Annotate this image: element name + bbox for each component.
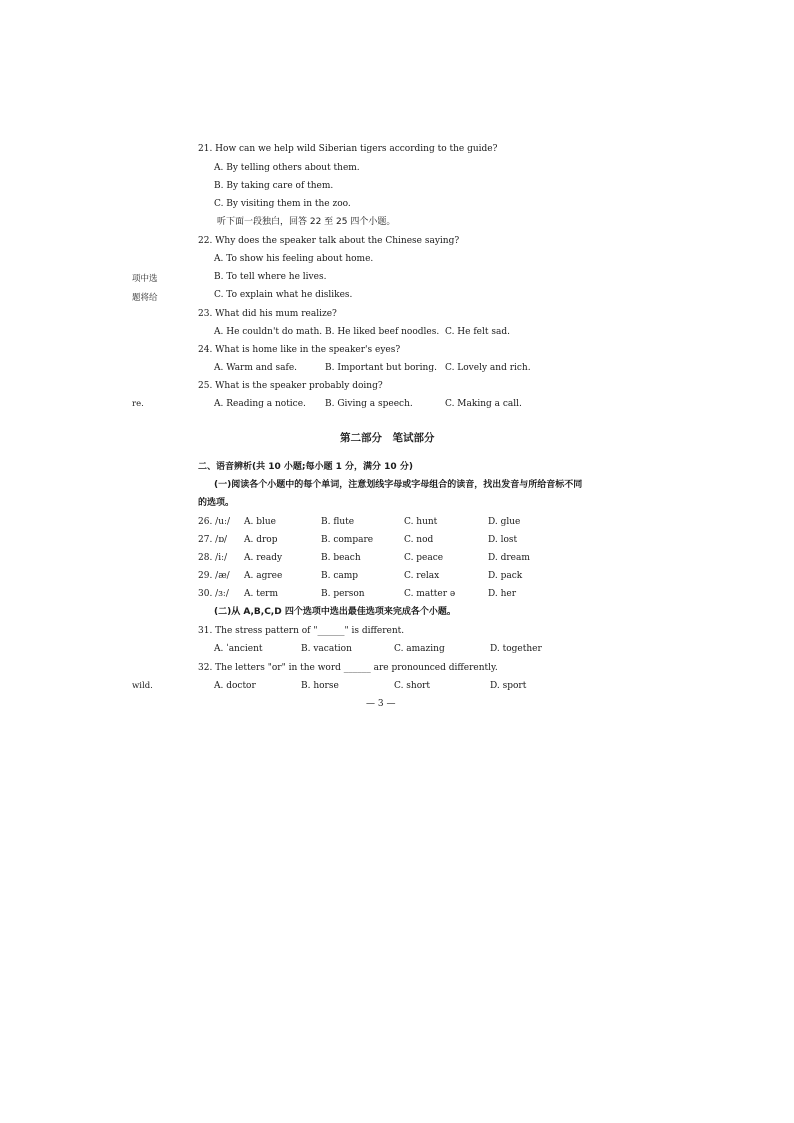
instruction-22-25: 听下面一段独白，回答 22 至 25 四个小题。 — [217, 217, 396, 227]
q26-number: 26. /uː/ — [198, 517, 231, 527]
q30-option-d: D. her — [488, 589, 517, 599]
q28-option-c: C. peace — [404, 553, 444, 563]
q28-number: 28. /iː/ — [198, 553, 228, 563]
sub1-instruction-cont: 的选项。 — [198, 498, 235, 508]
q27-number: 27. /ɒ/ — [198, 535, 227, 545]
part2-title: 第二部分 笔试部分 — [340, 432, 435, 444]
q28-option-b: B. beach — [321, 553, 361, 563]
margin-fragment: re. — [132, 399, 144, 409]
option-24a: A. Warm and safe. — [214, 363, 298, 373]
option-22b: B. To tell where he lives. — [214, 272, 327, 282]
option-31c: C. amazing — [394, 644, 445, 654]
q30-number: 30. /ɜː/ — [198, 589, 229, 599]
option-22a: A. To show his feeling about home. — [214, 254, 374, 264]
q30-option-c: C. matter ə — [404, 589, 456, 599]
q26-option-d: D. glue — [488, 517, 521, 527]
q26-option-a: A. blue — [244, 517, 276, 527]
option-25b: B. Giving a speech. — [325, 399, 413, 409]
margin-fragment: 题将给 — [132, 293, 158, 303]
option-32c: C. short — [394, 681, 431, 691]
question-25: 25. What is the speaker probably doing? — [198, 381, 383, 391]
sub2-instruction: (二)从 A,B,C,D 四个选项中选出最佳选项来完成各个小题。 — [214, 607, 456, 617]
option-23b: B. He liked beef noodles. — [325, 327, 440, 337]
page-number: — 3 — — [366, 699, 396, 709]
q29-option-d: D. pack — [488, 571, 523, 581]
option-32b: B. horse — [301, 681, 339, 691]
option-21c: C. By visiting them in the zoo. — [214, 199, 351, 209]
q28-option-a: A. ready — [244, 553, 283, 563]
q26-option-b: B. flute — [321, 517, 355, 527]
margin-fragment: wild. — [132, 681, 153, 691]
option-31d: D. together — [490, 644, 542, 654]
option-24b: B. Important but boring. — [325, 363, 437, 373]
question-22: 22. Why does the speaker talk about the Chinese saying? — [198, 236, 460, 246]
option-22c: C. To explain what he dislikes. — [214, 290, 353, 300]
option-31b: B. vacation — [301, 644, 352, 654]
option-23c: C. He felt sad. — [445, 327, 510, 337]
option-21b: B. By taking care of them. — [214, 181, 334, 191]
q29-option-c: C. relax — [404, 571, 440, 581]
q27-option-a: A. drop — [244, 535, 278, 545]
q29-option-b: B. camp — [321, 571, 359, 581]
option-25a: A. Reading a notice. — [214, 399, 306, 409]
q29-number: 29. /æ/ — [198, 571, 230, 581]
q26-option-c: C. hunt — [404, 517, 438, 527]
section-title: 二、语音辨析(共 10 小题;每小题 1 分，满分 10 分) — [198, 462, 413, 472]
q27-option-d: D. lost — [488, 535, 518, 545]
option-21a: A. By telling others about them. — [214, 163, 360, 173]
question-21: 21. How can we help wild Siberian tigers according to the guide? — [198, 144, 498, 154]
q30-option-a: A. term — [244, 589, 279, 599]
q27-option-c: C. nod — [404, 535, 434, 545]
q27-option-b: B. compare — [321, 535, 374, 545]
question-31: 31. The stress pattern of "______" is different. — [198, 626, 405, 636]
question-24: 24. What is home like in the speaker's eyes? — [198, 345, 401, 355]
option-24c: C. Lovely and rich. — [445, 363, 531, 373]
q30-option-b: B. person — [321, 589, 365, 599]
q28-option-d: D. dream — [488, 553, 530, 563]
option-32d: D. sport — [490, 681, 527, 691]
margin-fragment: 项中选 — [132, 274, 158, 284]
question-32: 32. The letters "or" in the word ______ are pronounced differently. — [198, 663, 498, 673]
sub1-instruction: (一)阅读各个小题中的每个单词，注意划线字母或字母组合的读音，找出发音与所给音标不同 — [214, 480, 583, 490]
option-31a: A. ˈancient — [214, 644, 263, 654]
q29-option-a: A. agree — [244, 571, 283, 581]
question-23: 23. What did his mum realize? — [198, 309, 337, 319]
option-32a: A. doctor — [214, 681, 256, 691]
option-23a: A. He couldn't do math. — [214, 327, 323, 337]
option-25c: C. Making a call. — [445, 399, 522, 409]
